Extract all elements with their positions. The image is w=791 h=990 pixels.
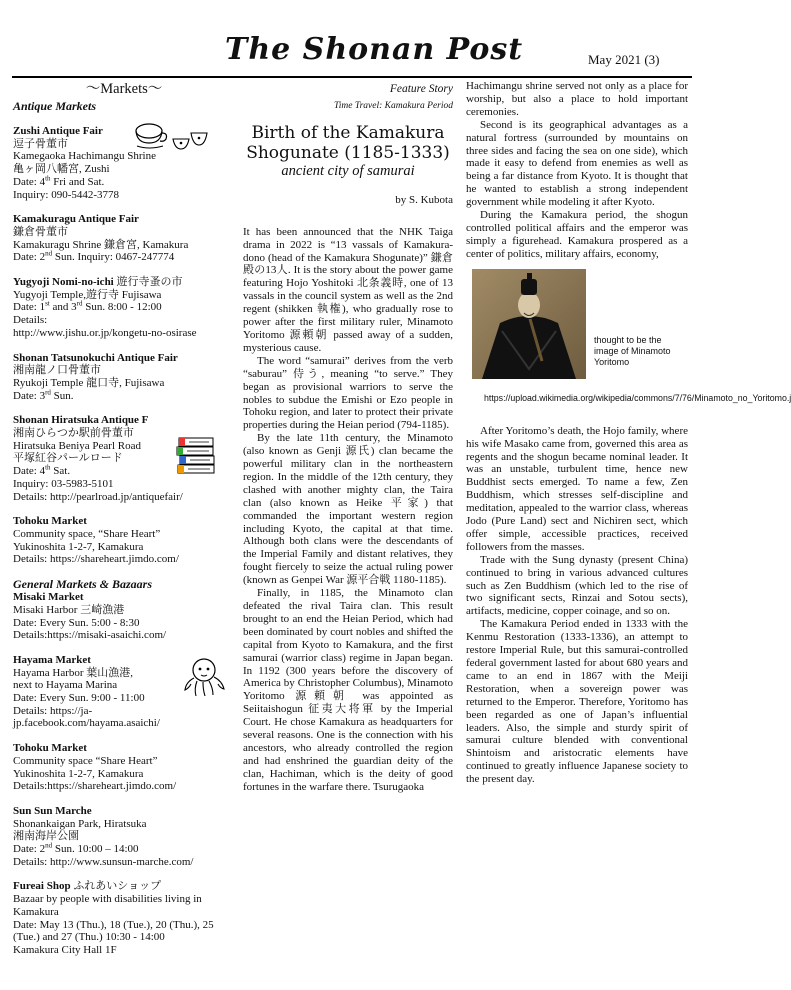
market-link[interactable]: Details: https://shareheart.jimdo.com/ <box>13 553 179 566</box>
article-paragraph: The Kamakura Period ended in 1333 with the Kenmu Restoration (1333-1336), an attempt to restore Imperial Rule, but this samurai-controlled federal government lasted for about 680 years and came to an end in 1867 with the Meiji Restoration, when a sovereign power was returned to the Emperor. Therefore, Yoritomo has been regarded as one of Japan’s influential leaders. Also, the simple and sturdy spirit of samurai culture blended with conventional Shintoism and aristocratic elements have continued to greatly influence Japanese society to the present day. <box>466 618 688 786</box>
market-line: 湘南龍ノ口骨董市 <box>13 364 101 377</box>
market-line: 湘南ひらつか駅前骨董市 <box>13 427 134 440</box>
market-line: Date: 4th Sat. <box>13 463 71 478</box>
market-line: Details: <box>13 314 48 327</box>
article-title-line: Shogunate (1185-1333) <box>246 142 450 163</box>
market-fureai <box>13 880 235 956</box>
market-link[interactable]: Details: http://www.sunsun-marche.com/ <box>13 855 194 868</box>
article-body <box>243 226 453 794</box>
market-misaki <box>13 591 235 642</box>
market-name: Shonan Hiratsuka Antique F <box>13 414 149 427</box>
market-name: Fureai Shop <box>13 880 71 893</box>
market-line: Date: May 13 (Thu.), 18 (Tue.), 20 (Thu.), 25 (Tue.) and 27 (Thu.) 10:30 - 14:00 <box>13 918 214 944</box>
market-line: Date: 3rd Sun. <box>13 388 74 402</box>
market-name: Shonan Tatsunokuchi Antique Fair <box>13 351 178 364</box>
market-line: Community space “Share Heart” <box>13 754 158 767</box>
market-hayama <box>13 654 235 730</box>
market-link[interactable]: Details: https://ja- <box>13 704 93 717</box>
market-line: Kamakura City Hall 1F <box>13 943 117 956</box>
article-paragraph: Finally, in 1185, the Minamoto clan defeated the rival Taira clan. This result brought to an end the Heian Period, which had been dominated by court nobles and shifted the capital from Kyoto to Kamakura, and the first samurai (warrior class) regime in Japan began. In 1192 (300 years before the discovery of America by Christopher Columbus), Minamoto Yoritomo 源頼朝 was appointed as Seiitaishogun 征夷大将軍 by the Imperial Court. He chose Kamakura as headquarters for several reasons. One is the connection with his ancestors, who already controlled the region and had enshrined the guardian deity of the clan, Hachiman, which is the deity of good fortunes in the warfare there. Tsurugaoka <box>243 587 453 793</box>
market-sunsun <box>13 805 235 869</box>
market-line: Date: Every Sun. 9:00 - 11:00 <box>13 692 145 705</box>
market-line: Hayama Harbor 葉山漁港, <box>13 666 134 679</box>
market-line: Date: 1st and 3rd Sun. 8:00 - 12:00 <box>13 299 162 314</box>
market-name: Sun Sun Marche <box>13 804 92 817</box>
masthead <box>0 0 700 80</box>
article-paragraph: After Yoritomo’s death, the Hojo family, where his wife Masako came from, governed this area as regents and the shogun became nominal leader. It was an unstable, turbulent time, hence new Buddhist sects emerged. To name a few, Zen Buddhism, which stresses self-discipline and meditation, appealed to the warrior class, whereas Jodo (Pure Land) sect and Nichiren sect, which offer simple, accessible practices, received followers from the masses. <box>466 424 688 553</box>
market-tohoku-1 <box>13 515 235 566</box>
article-paragraph: It has been announced that the NHK Taiga drama in 2022 is “13 vassals of Kamakura-dono (head of the Kamakura Shogunate)” 鎌倉殿の13人. It is the story about the power game featuring Hojo Yoshitoki 北条義時, one of 13 vassals in the council system as well as the 2nd regent (shikken 執権), who gradually rose to power after the first military ruler, Minamoto Yoritomo 源頼朝 passed away of a sudden, mysterious cause. <box>243 225 453 354</box>
market-zushi <box>13 125 235 201</box>
market-line: next to Hayama Marina <box>13 679 118 692</box>
market-line: Community space, “Share Heart” <box>13 527 161 540</box>
yoritomo-portrait-image <box>472 269 586 379</box>
market-line: Date: 4th Fri and Sat. <box>13 174 105 188</box>
market-name: Kamakuragu Antique Fair <box>13 213 139 226</box>
market-line: 逗子骨董市 <box>13 137 68 150</box>
market-name: Tohoku Market <box>13 515 87 528</box>
market-name-jp: ふれあいショップ <box>73 880 162 893</box>
newspaper-title: The Shonan Post <box>225 32 524 67</box>
market-line: Yukinoshita 1-2-7, Kamakura <box>13 767 144 780</box>
market-link[interactable]: Details: http://pearlroad.jp/antiquefair/ <box>13 490 183 503</box>
article-paragraph: During the Kamakura period, the shogun controlled political affairs and the emperor was simply a figurehead. Kamakura prospered as a center of politics, military affairs, economy, <box>466 209 688 260</box>
feature-label: Feature Story <box>389 83 453 95</box>
market-line: 平塚紅谷パールロード <box>13 452 123 465</box>
article-paragraph: Trade with the Sung dynasty (present China) continued to bring in various advanced cultures such as Zen Buddhism (which led to the rise of two significant sects, Rinzai and Sotou sects), artifacts, medicine, copper coinage, and so on. <box>466 553 688 618</box>
market-name: Zushi Antique Fair <box>13 125 103 137</box>
market-line: Yukinoshita 1-2-7, Kamakura <box>13 540 144 553</box>
market-line: Date: Every Sun. 5:00 - 8:30 <box>13 616 140 629</box>
market-line: Bazaar by people with disabilities living in Kamakura <box>13 893 202 918</box>
teacups-icon <box>129 119 209 151</box>
byline: by S. Kubota <box>395 193 453 206</box>
market-line: Shonankaigan Park, Hiratsuka <box>13 817 147 830</box>
masthead-rule <box>12 76 692 78</box>
figure <box>466 269 791 421</box>
octopus-icon <box>181 656 227 700</box>
market-line: 亀ヶ岡八幡宮, Zushi <box>13 163 110 176</box>
market-line: 湘南海岸公園 <box>13 830 79 843</box>
market-name: Hayama Market <box>13 653 91 666</box>
market-tohoku-2 <box>13 742 235 793</box>
market-line: Inquiry: 090-5442-3778 <box>13 188 120 201</box>
feature-sublabel: Time Travel: Kamakura Period <box>333 100 453 111</box>
market-link[interactable]: Details:https://shareheart.jimdo.com/ <box>13 780 177 793</box>
article-paragraph: Second is its geographical advantages as a natural fortress (surrounded by mountains on three sides and facing the sea on one side), which made it easy to defend from enemies as well as being a far distance from Kyoto. It is thought that he wanted to establish a strong independent government while modeling it after Kyoto. <box>466 118 688 209</box>
market-name: Misaki Market <box>13 591 84 604</box>
market-line: Misaki Harbor 三崎漁港 <box>13 603 125 616</box>
markets-header: 〜Markets〜 <box>85 81 163 97</box>
article-paragraph: By the late 11th century, the Minamoto (also known as Genji 源氏) clan became the powerful military clan in the northeastern region. In the middle of the 12th century, they clashed with another mighty clan, the Taira clan (also known as Heike 平家) that commanded the important western region including Kyoto, the capital at that time. Although both clans were the descendants of the Imperial Family and distant relatives, they fought fiercely to seize the actual ruling power (known as Genpei War 源平合戦 1180-1185). <box>243 432 453 587</box>
article-paragraph: The word “samurai” derives from the verb “saburau” 侍う, meaning “to serve.” They began as provisional warriors to serve the nobles to subdue the Emishi or Ezo people in Tohoku region, and later to protect their private properties during the Heian period (794-1185). <box>243 354 453 432</box>
article-title <box>243 123 453 163</box>
markets-column <box>13 80 235 969</box>
article-subtitle: ancient city of samurai <box>281 162 415 179</box>
market-name-jp: 遊行寺蚤の市 <box>116 276 183 289</box>
market-line: Yugyoji Temple,遊行寺 Fujisawa <box>13 288 162 301</box>
article-column-2 <box>466 80 791 786</box>
figure-caption: thought to be the image of Minamoto Yoritomo <box>594 334 671 367</box>
market-link[interactable]: jp.facebook.com/hayama.asaichi/ <box>13 717 160 730</box>
market-line: 鎌倉骨董市 <box>13 225 68 238</box>
market-link[interactable]: Details:https://misaki-asaichi.com/ <box>13 629 167 642</box>
market-kamakuragu <box>13 213 235 264</box>
market-name: Tohoku Market <box>13 742 87 755</box>
market-hiratsuka <box>13 414 235 503</box>
antique-markets-heading: Antique Markets <box>13 99 97 113</box>
general-markets-heading: General Markets & Bazaars <box>13 577 153 592</box>
figure-credit-link[interactable]: https://upload.wikimedia.org/wikipedia/commons/7/76/Minamoto_no_Yoritomo.j <box>484 392 791 403</box>
article-column-1 <box>243 80 453 794</box>
market-line: Ryukoji Temple 龍口寺, Fujisawa <box>13 376 165 389</box>
article-paragraph: Hachimangu shrine served not only as a place for worship, but also a place to hold important ceremonies. <box>466 80 688 118</box>
market-tatsunokuchi <box>13 352 235 403</box>
market-line: Kamegaoka Hachimangu Shrine <box>13 150 156 163</box>
article-title-line: Birth of the Kamakura <box>251 122 445 143</box>
books-stack-icon <box>175 434 219 480</box>
market-name: Yugyoji Nomi-no-ichi <box>13 276 114 289</box>
market-line: Date: 2nd Sun. Inquiry: 0467-247774 <box>13 249 175 264</box>
issue-date: May 2021 (3) <box>588 52 660 67</box>
market-yugyoji <box>13 276 235 340</box>
market-line: Hiratsuka Beniya Pearl Road <box>13 439 141 452</box>
market-line: Kamakuragu Shrine 鎌倉宮, Kamakura <box>13 238 189 251</box>
market-link[interactable]: http://www.jishu.or.jp/kongetu-no-osirase <box>13 326 197 339</box>
market-line: Date: 2nd Sun. 10:00 – 14:00 <box>13 841 139 856</box>
market-line: Inquiry: 03-5983-5101 <box>13 477 114 490</box>
